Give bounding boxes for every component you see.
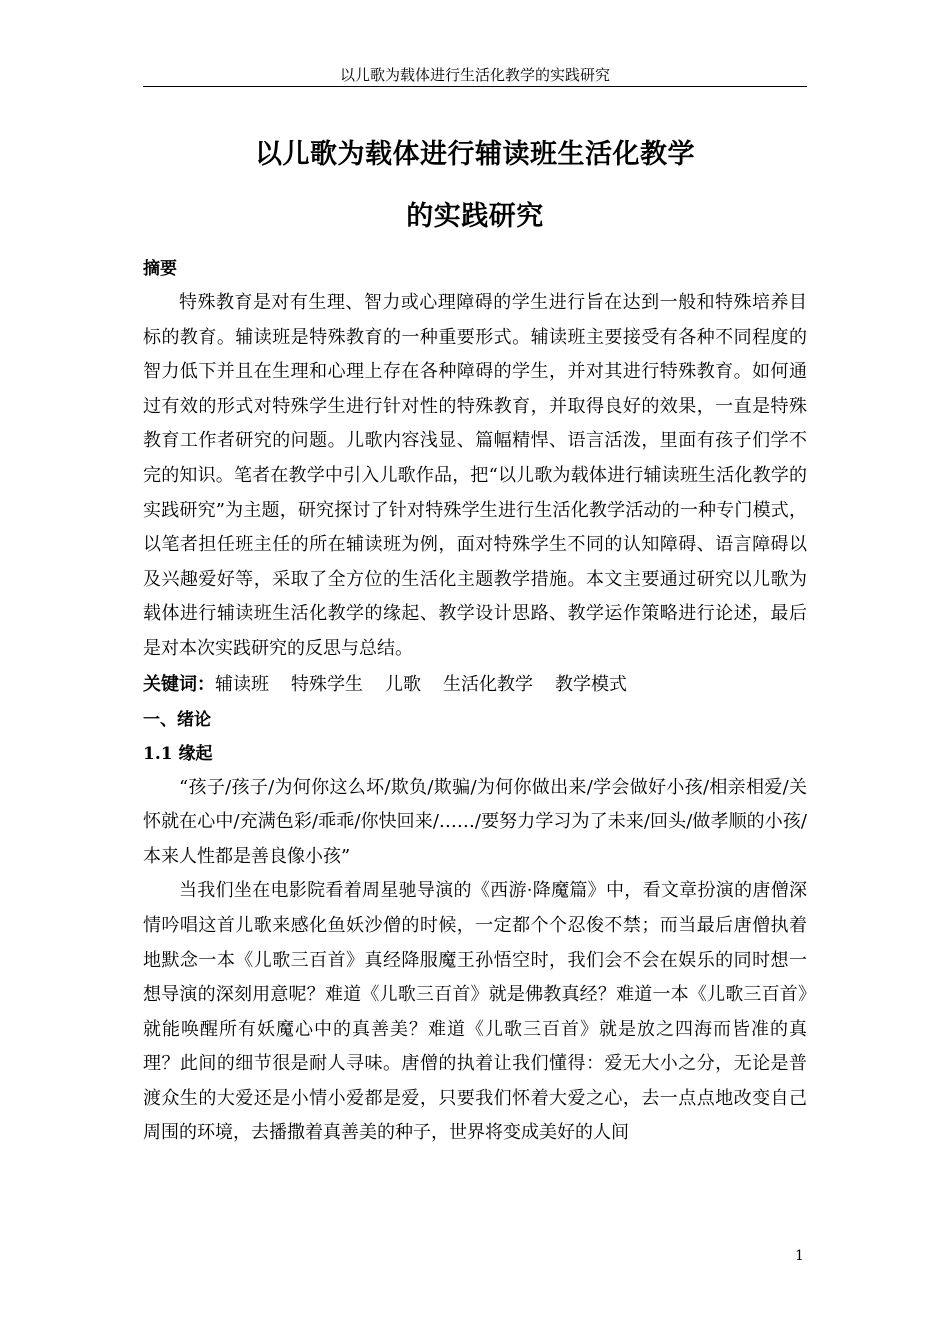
subsection-heading: 1.1 缘起 bbox=[143, 743, 213, 764]
song-quote: “孩子/孩子/为何你这么坏/欺负/欺骗/为何你做出来/学会做好小孩/相亲相爱/关怀就在心中/充满色彩/乖乖/你快回来/……/要努力学习为了未来/回头/做孝顺的小孩/本来人性都是善良像小孩” bbox=[143, 776, 807, 867]
page-content bbox=[143, 252, 807, 1151]
paper-title-line2: 的实践研究 bbox=[406, 201, 544, 232]
keywords-line bbox=[143, 667, 807, 703]
running-header: 以儿歌为载体进行生活化教学的实践研究 bbox=[143, 66, 807, 87]
keyword: 教学模式 bbox=[555, 673, 627, 695]
keyword: 生活化教学 bbox=[443, 673, 533, 695]
abstract-text: 特殊教育是对有生理、智力或心理障碍的学生进行旨在达到一般和特殊培养目标的教育。辅读班是特殊教育的一种重要形式。辅读班主要接受有各种不同程度的智力低下并且在生理和心理上存在各种障碍的学生，并对其进行特殊教育。如何通过有效的形式对特殊学生进行针对性的特殊教育，并取得良好的效果，一直是特殊教育工作者研究的问题。儿歌内容浅显、篇幅精悍、语言活泼，里面有孩子们学不完的知识。笔者在教学中引入儿歌作品，把“以儿歌为载体进行辅读班生活化教学的实践研究”为主题，研究探讨了针对特殊学生进行生活化教学活动的一种专门模式，以笔者担任班主任的所在辅读班为例，面对特殊学生不同的认知障碍、语言障碍以及兴趣爱好等，采取了全方位的生活化主题教学措施。本文主要通过研究以儿歌为载体进行辅读班生活化教学的缘起、教学设计思路、教学运作策略进行论述，最后是对本次实践研究的反思与总结。 bbox=[143, 292, 807, 659]
paper-title-line1: 以儿歌为载体进行辅读班生活化教学 bbox=[255, 139, 695, 170]
keyword: 辅读班 bbox=[215, 673, 269, 695]
keyword: 儿歌 bbox=[385, 673, 421, 695]
keywords-label: 关键词： bbox=[143, 673, 215, 695]
page-number: 1 bbox=[795, 1248, 804, 1264]
abstract-heading: 摘要 bbox=[143, 259, 177, 279]
section-heading: 一、绪论 bbox=[143, 709, 211, 730]
keyword: 特殊学生 bbox=[291, 673, 363, 695]
body-paragraph: 当我们坐在电影院看着周星驰导演的《西游·降魔篇》中，看文章扮演的唐僧深情吟唱这首儿歌来感化鱼妖沙僧的时候，一定都个个忍俊不禁；而当最后唐僧执着地默念一本《儿歌三百首》真经降服魔王孙悟空时，我们会不会在娱乐的同时想一想导演的深刻用意呢？难道《儿歌三百首》就是佛教真经？难道一本《儿歌三百首》就能唤醒所有妖魔心中的真善美？难道《儿歌三百首》就是放之四海而皆准的真理？此间的细节很是耐人寻味。唐僧的执着让我们懂得：爱无大小之分，无论是普渡众生的大爱还是小情小爱都是爱，只要我们怀着大爱之心，去一点点地改变自己周围的环境，去播撒着真善美的种子，世界将变成美好的人间 bbox=[143, 880, 807, 1144]
